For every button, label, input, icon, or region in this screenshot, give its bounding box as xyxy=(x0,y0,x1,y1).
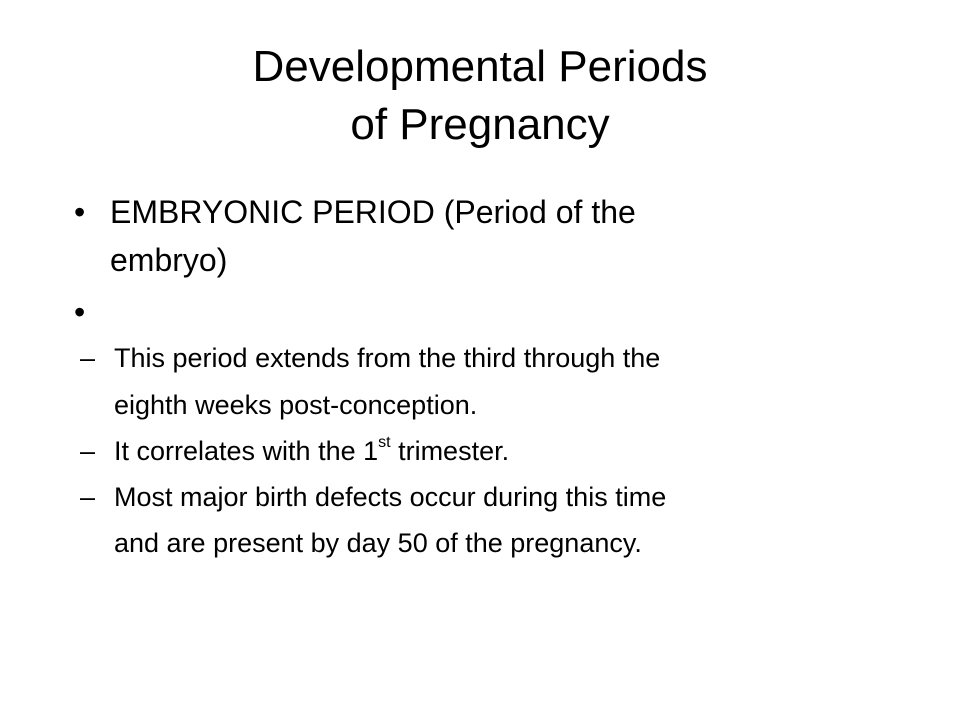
bullet-text-line-1: EMBRYONIC PERIOD (Period of the xyxy=(110,194,636,230)
slide-title-line-2: of Pregnancy xyxy=(350,100,610,149)
sub-bullet-text-trimester xyxy=(114,433,509,469)
sub-bullet-text-line-1: This period extends from the third through the xyxy=(114,343,661,373)
bullet-marker-empty: • xyxy=(74,294,86,330)
ordinal-superscript: st xyxy=(378,434,391,451)
sub-bullet-text-after: trimester. xyxy=(390,436,510,466)
sub-bullet-marker: – xyxy=(80,482,96,512)
slide-title xyxy=(0,38,960,154)
sub-bullet-marker: – xyxy=(80,343,96,373)
sub-bullet-marker: – xyxy=(80,436,96,466)
bullet-marker: • xyxy=(74,194,86,230)
sub-bullet-text-line-2: and are present by day 50 of the pregnancy. xyxy=(114,528,642,558)
sub-bullet-text-line-2: eighth weeks post-conception. xyxy=(114,390,478,420)
bullet-text-line-2: embryo) xyxy=(110,242,228,278)
slide-title-line-1: Developmental Periods xyxy=(252,42,708,91)
sub-bullet-text-before: It correlates with the 1 xyxy=(114,436,379,466)
sub-bullet-text-line-1: Most major birth defects occur during this time xyxy=(114,482,667,512)
